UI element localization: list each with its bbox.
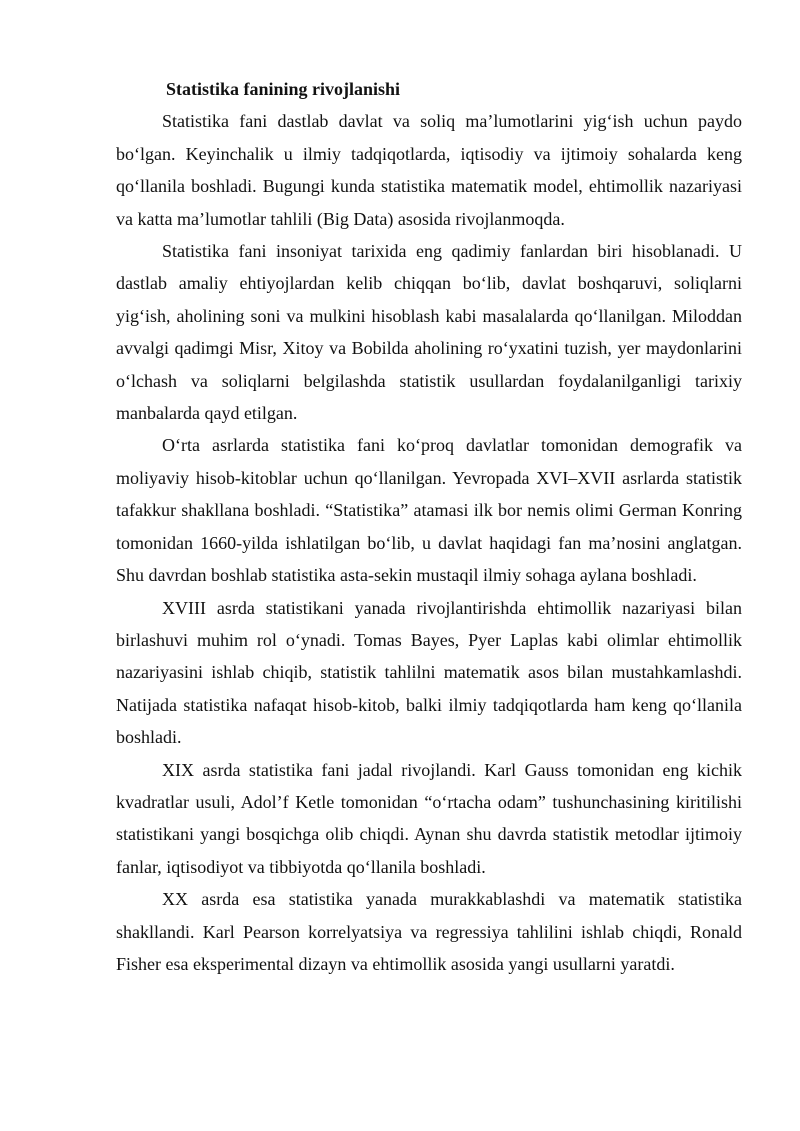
section-title: Statistika fanining rivojlanishi	[166, 79, 401, 99]
paragraph-6: XX asrda esa statistika yanada murakkablashdi va matematik statistika shakllandi. Karl Pearson korrelyatsiya va regressiya tahlilini ishlab chiqdi, Ronald Fisher esa eksperimental dizayn va ehtimollik asosida yangi usullarni yaratdi.	[116, 889, 742, 974]
paragraph-5: XIX asrda statistika fani jadal rivojlandi. Karl Gauss tomonidan eng kichik kvadratlar usuli, Adol’f Ketle tomonidan “o‘rtacha odam” tushunchasining kiritilishi statistikani yangi bosqichga olib chiqdi. Aynan shu davrda statistik metodlar ijtimoiy fanlar, iqtisodiyot va tibbiyotda qo‘llanila boshladi.	[116, 759, 742, 877]
paragraph-3: O‘rta asrlarda statistika fani ko‘proq davlatlar tomonidan demografik va moliyaviy hisob-kitoblar uchun qo‘llanilgan. Yevropada XVI–XVII asrlarda statistik tafakkur shakllana boshladi. “Statistika” atamasi ilk bor nemis olimi German Konring tomonidan 1660-yilda ishlatilgan bo‘lib, u davlat haqidagi fan ma’nosini anglatgan. Shu davrdan boshlab statistika asta-sekin mustaqil ilmiy sohaga aylana boshladi.	[116, 435, 742, 586]
paragraph-4: XVIII asrda statistikani yanada rivojlantirishda ehtimollik nazariyasi bilan birlashuvi muhim rol o‘ynadi. Tomas Bayes, Pyer Laplas kabi olimlar ehtimollik nazariyasini ishlab chiqib, statistik tahlilni matematik asos bilan mustahkamlashdi. Natijada statistika nafaqat hisob-kitob, balki ilmiy tadqiqotlarda ham keng qo‘llanila boshladi.	[116, 597, 742, 748]
document-body	[116, 73, 742, 980]
paragraph-1: Statistika fani dastlab davlat va soliq ma’lumotlarini yig‘ish uchun paydo bo‘lgan. Keyinchalik u ilmiy tadqiqotlarda, iqtisodiy va ijtimoiy sohalarda keng qo‘llanila boshladi. Bugungi kunda statistika matematik model, ehtimollik nazariyasi va katta ma’lumotlar tahlili (Big Data) asosida rivojlanmoqda.	[116, 111, 742, 229]
paragraph-2: Statistika fani insoniyat tarixida eng qadimiy fanlardan biri hisoblanadi. U dastlab amaliy ehtiyojlardan kelib chiqqan bo‘lib, davlat boshqaruvi, soliqlarni yig‘ish, aholining soni va mulkini hisoblash kabi masalalarda qo‘llanilgan. Miloddan avvalgi qadimgi Misr, Xitoy va Bobilda aholining ro‘yxatini tuzish, yer maydonlarini o‘lchash va soliqlarni belgilashda statistik usullardan foydalanilganligi tarixiy manbalarda qayd etilgan.	[116, 241, 742, 424]
